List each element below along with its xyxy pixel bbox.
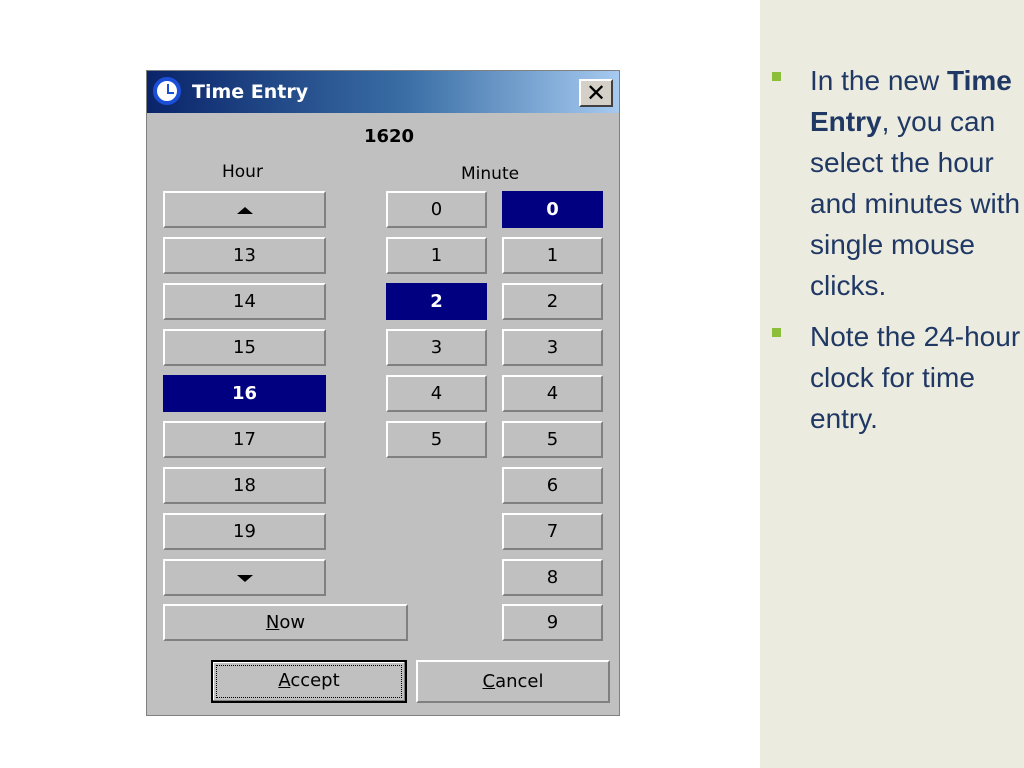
hour-down-button[interactable] [163, 559, 326, 596]
minute-ones-button[interactable]: 1 [502, 237, 603, 274]
hour-button[interactable]: 19 [163, 513, 326, 550]
square-bullet-icon [772, 328, 781, 337]
cancel-label: Cancel [482, 671, 544, 692]
minute-tens-button[interactable]: 4 [386, 375, 487, 412]
minute-tens-button[interactable]: 5 [386, 421, 487, 458]
minute-ones-button[interactable]: 9 [502, 604, 603, 641]
time-display: 1620 [363, 126, 415, 147]
minute-tens-button[interactable]: 3 [386, 329, 487, 366]
notes-list [772, 60, 1022, 449]
square-bullet-icon [772, 72, 781, 81]
hour-button-selected[interactable]: 16 [163, 375, 326, 412]
now-button[interactable] [163, 604, 408, 641]
cancel-button[interactable] [416, 660, 610, 703]
clock-icon [153, 77, 181, 105]
time-entry-dialog [146, 70, 620, 716]
note-text-prefix: In the new [810, 65, 947, 96]
minute-tens-button[interactable]: 0 [386, 191, 487, 228]
hour-up-button[interactable] [163, 191, 326, 228]
hour-button[interactable]: 18 [163, 467, 326, 504]
hour-label: Hour [222, 162, 263, 182]
close-button[interactable]: ✕ [579, 79, 613, 107]
minute-ones-button[interactable]: 4 [502, 375, 603, 412]
accept-label: Accept [278, 670, 340, 691]
minute-ones-button-selected[interactable]: 0 [502, 191, 603, 228]
hour-button[interactable]: 17 [163, 421, 326, 458]
minute-tens-button[interactable]: 1 [386, 237, 487, 274]
hour-button[interactable]: 15 [163, 329, 326, 366]
note-text-suffix: , you can select the hour and minutes with single mouse clicks. [810, 106, 1021, 301]
minute-label: Minute [461, 164, 520, 184]
hour-button[interactable]: 13 [163, 237, 326, 274]
note-text-bold: Time Entry [810, 65, 1012, 137]
minute-ones-button[interactable]: 3 [502, 329, 603, 366]
dialog-title: Time Entry [192, 81, 309, 103]
minute-tens-button-selected[interactable]: 2 [386, 283, 487, 320]
minute-ones-button[interactable]: 5 [502, 421, 603, 458]
hour-button[interactable]: 14 [163, 283, 326, 320]
minute-ones-button[interactable]: 8 [502, 559, 603, 596]
minute-ones-button[interactable]: 2 [502, 283, 603, 320]
minute-ones-button[interactable]: 6 [502, 467, 603, 504]
now-label: Now [265, 612, 306, 633]
note-text: Note the 24-hour clock for time entry. [810, 321, 1021, 434]
note-item [772, 60, 1022, 306]
title-bar [147, 71, 619, 113]
note-item [772, 316, 1022, 439]
arrow-down-icon [237, 575, 253, 582]
arrow-up-icon [237, 207, 253, 214]
minute-ones-button[interactable]: 7 [502, 513, 603, 550]
accept-button[interactable] [211, 660, 407, 703]
